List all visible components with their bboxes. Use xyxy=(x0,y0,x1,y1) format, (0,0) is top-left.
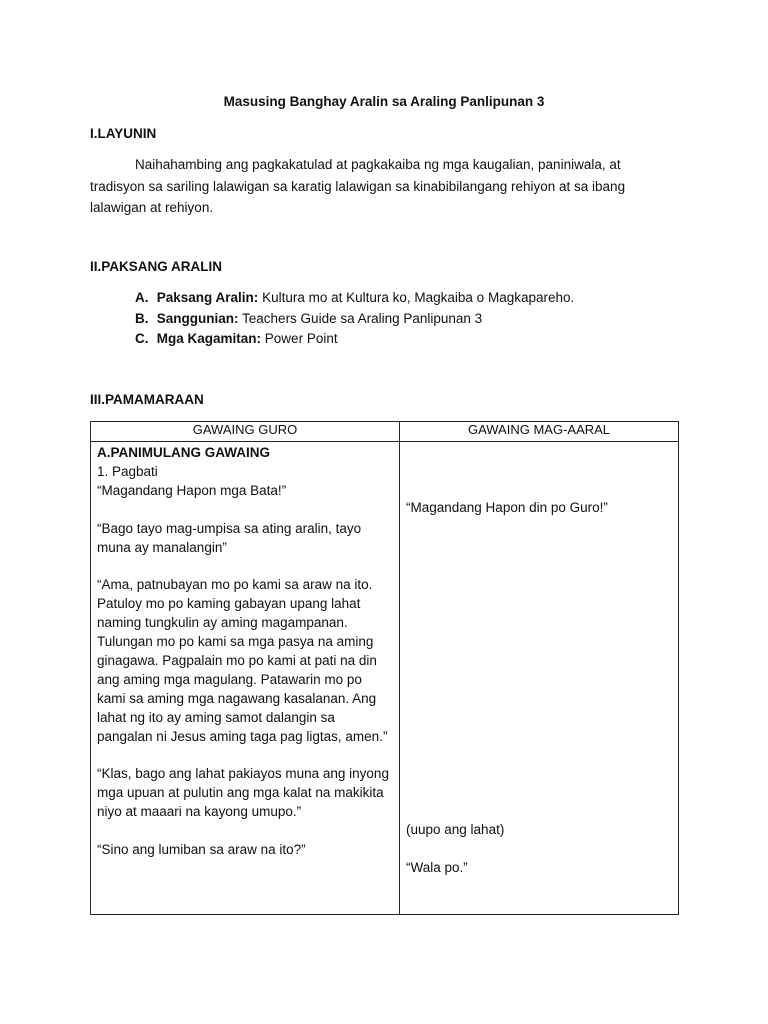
topic-item-mga-kagamitan xyxy=(135,329,574,350)
teacher-line: Tulungan mo po kami sa mga pasya na aming xyxy=(97,634,374,650)
section-heading-paksang-aralin: II.PAKSANG ARALIN xyxy=(90,259,223,274)
teacher-line: ginagawa. Pagpalain mo po kami at pati na din xyxy=(97,652,377,668)
line-gap xyxy=(97,557,393,576)
teacher-line: ang aming mga magulang. Patawarin mo po xyxy=(97,671,362,687)
teacher-line: lahat ng ito ay aming samot dalangin sa xyxy=(97,709,335,725)
topic-item-value: Teachers Guide sa Araling Panlipunan 3 xyxy=(242,310,483,326)
section-heading-pamamaraan: III.PAMAMARAAN xyxy=(90,392,204,407)
topic-item-letter: B. xyxy=(135,310,149,326)
teacher-line: niyo at maaari na kayong umupo.” xyxy=(97,804,302,820)
section-heading-layunin: I.LAYUNIN xyxy=(90,126,157,141)
teacher-line: “Sino ang lumiban sa araw na ito?” xyxy=(97,841,306,857)
teacher-cell xyxy=(91,442,400,915)
line-gap xyxy=(97,822,393,841)
teacher-line: 1. Pagbati xyxy=(97,463,158,479)
objective-paragraph: Naihahambing ang pagkakatulad at pagkakaiba ng mga kaugalian, paniniwala, at tradisyon sa sariling lalawigan sa karatig lalawigan sa kinabibilangang rehiyon at sa ibang lalawigan at rehiyon. xyxy=(90,157,626,215)
topic-item-label: Mga Kagamitan: xyxy=(156,331,262,346)
header-gawaing-mag-aaral: GAWAING MAG-AARAL xyxy=(400,422,679,442)
document-title: Masusing Banghay Aralin sa Araling Panlipunan 3 xyxy=(223,94,545,109)
teacher-line: Patuloy mo po kaming gabayan upang lahat xyxy=(97,596,361,612)
topic-item-value: Power Point xyxy=(264,331,338,346)
teacher-line: muna ay manalangin” xyxy=(97,539,227,555)
table-header-row xyxy=(91,422,679,442)
student-response: “Magandang Hapon din po Guro!” xyxy=(406,500,608,515)
line-gap xyxy=(97,746,393,765)
teacher-line: kami sa aming mga nagawang kasalanan. Ang xyxy=(97,690,377,706)
student-response: (uupo ang lahat) xyxy=(406,822,505,837)
teacher-line: “Magandang Hapon mga Bata!” xyxy=(97,482,287,498)
topic-item-label: Paksang Aralin: xyxy=(156,290,259,305)
header-gawaing-guro: GAWAING GURO xyxy=(91,422,400,442)
teacher-line: naming tungkulin ay aming magampanan. xyxy=(97,615,348,631)
teacher-line: “Klas, bago ang lahat pakiayos muna ang inyong xyxy=(97,766,389,782)
panimulang-gawaing-heading: A.PANIMULANG GAWAING xyxy=(97,445,270,460)
topic-item-value: Kultura mo at Kultura ko, Magkaiba o Magkapareho. xyxy=(262,290,575,305)
topic-item-label: Sanggunian: xyxy=(156,310,239,326)
topic-item-letter: A. xyxy=(135,290,149,305)
topic-item-paksang-aralin xyxy=(135,288,574,309)
teacher-line: “Ama, patnubayan mo po kami sa araw na ito. xyxy=(97,577,373,593)
topic-item-sanggunian xyxy=(135,309,574,330)
topic-list xyxy=(135,288,574,350)
line-gap xyxy=(97,501,393,520)
topic-item-letter: C. xyxy=(135,331,149,346)
procedure-table xyxy=(90,421,679,915)
teacher-line: pangalan ni Jesus aming taga pag ligtas, amen.” xyxy=(97,728,388,744)
teacher-line: “Bago tayo mag-umpisa sa ating aralin, tayo xyxy=(97,520,362,536)
student-response: “Wala po.” xyxy=(406,860,468,875)
teacher-line: mga upuan at pulutin ang mga kalat na makikita xyxy=(97,785,384,801)
